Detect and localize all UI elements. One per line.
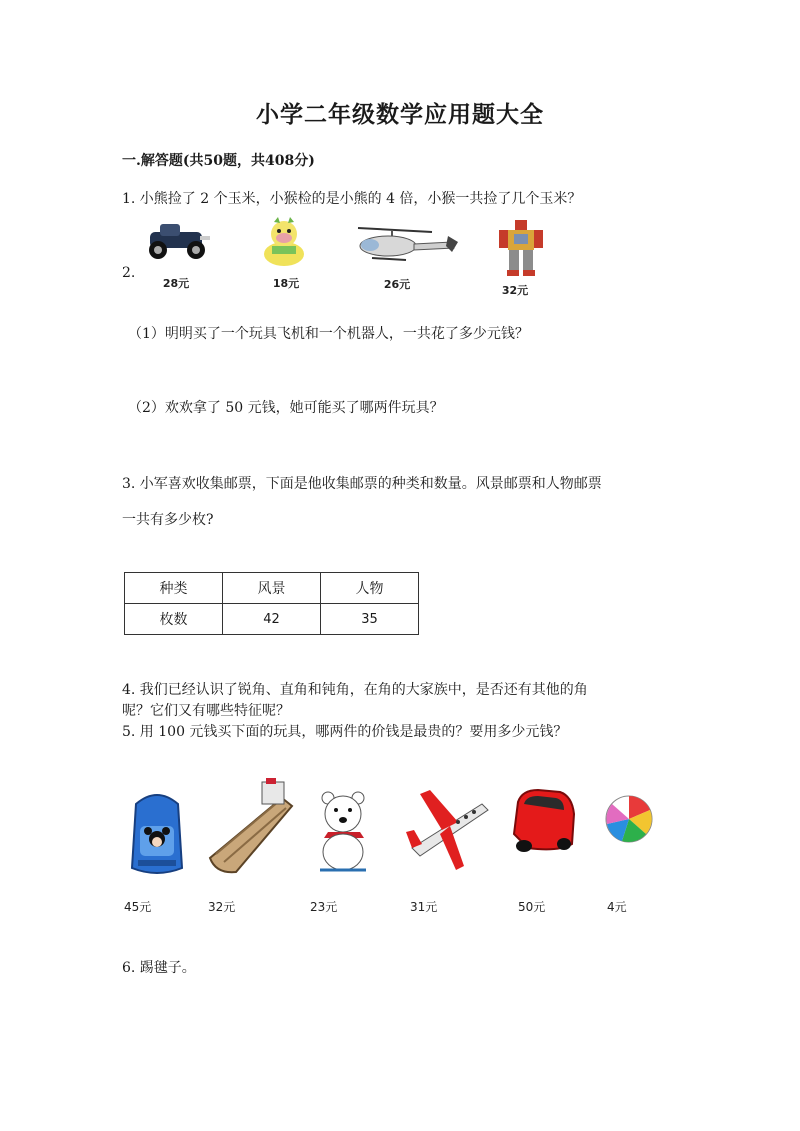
table-header-row <box>125 573 419 604</box>
toy-robot-icon <box>496 218 546 278</box>
question-6: 6. 踢毽子。 <box>122 960 196 976</box>
table-header-cell: 人物 <box>321 573 419 604</box>
toy-price: 31元 <box>410 900 438 914</box>
toy-price: 23元 <box>310 900 338 914</box>
toy-price: 50元 <box>518 900 546 914</box>
question-2-part-1: （1）明明买了一个玩具飞机和一个机器人，一共花了多少元钱？ <box>128 326 529 342</box>
table-row <box>125 604 419 635</box>
toy-price: 28元 <box>162 277 190 290</box>
polar-bear-icon <box>314 790 374 874</box>
page-title: 小学二年级数学应用题大全 <box>256 101 544 128</box>
question-4-line-1: 4. 我们已经认识了锐角、直角和钝角，在角的大家族中，是否还有其他的角 <box>122 682 588 698</box>
toy-price: 18元 <box>272 277 300 290</box>
table-cell: 35 <box>321 604 419 635</box>
question-2-number: 2. <box>122 265 136 281</box>
red-car-icon <box>508 784 578 858</box>
question-3-line-2: 一共有多少枚? <box>122 512 214 528</box>
question-4-line-2: 呢？它们又有哪些特征呢？ <box>122 703 290 719</box>
table-header-cell: 种类 <box>125 573 223 604</box>
toy-price: 4元 <box>607 900 627 914</box>
table-cell: 42 <box>223 604 321 635</box>
backpack-icon <box>124 786 190 878</box>
airplane-icon <box>404 776 490 874</box>
ship-icon <box>206 776 298 878</box>
question-1: 1. 小熊捡了 2 个玉米，小猴检的是小熊的 4 倍，小猴一共捡了几个玉米？ <box>122 191 582 207</box>
toy-price: 45元 <box>124 900 152 914</box>
beach-ball-icon <box>604 794 654 844</box>
table-header-cell: 风景 <box>223 573 321 604</box>
stamp-table <box>124 572 419 635</box>
toy-price: 32元 <box>208 900 236 914</box>
toy-price: 26元 <box>383 278 411 291</box>
question-3-line-1: 3. 小军喜欢收集邮票，下面是他收集邮票的种类和数量。风景邮票和人物邮票 <box>122 476 602 492</box>
section-heading: 一.解答题(共50题，共408分) <box>122 153 315 169</box>
toy-doll-icon <box>258 216 310 268</box>
toy-price: 32元 <box>501 284 529 297</box>
question-5: 5. 用 100 元钱买下面的玩具，哪两件的价钱是最贵的？要用多少元钱？ <box>122 724 568 740</box>
table-cell: 枚数 <box>125 604 223 635</box>
question-2-part-2: （2）欢欢拿了 50 元钱，她可能买了哪两件玩具？ <box>128 400 444 416</box>
toy-car-icon <box>142 218 216 268</box>
toy-helicopter-icon <box>348 222 466 268</box>
